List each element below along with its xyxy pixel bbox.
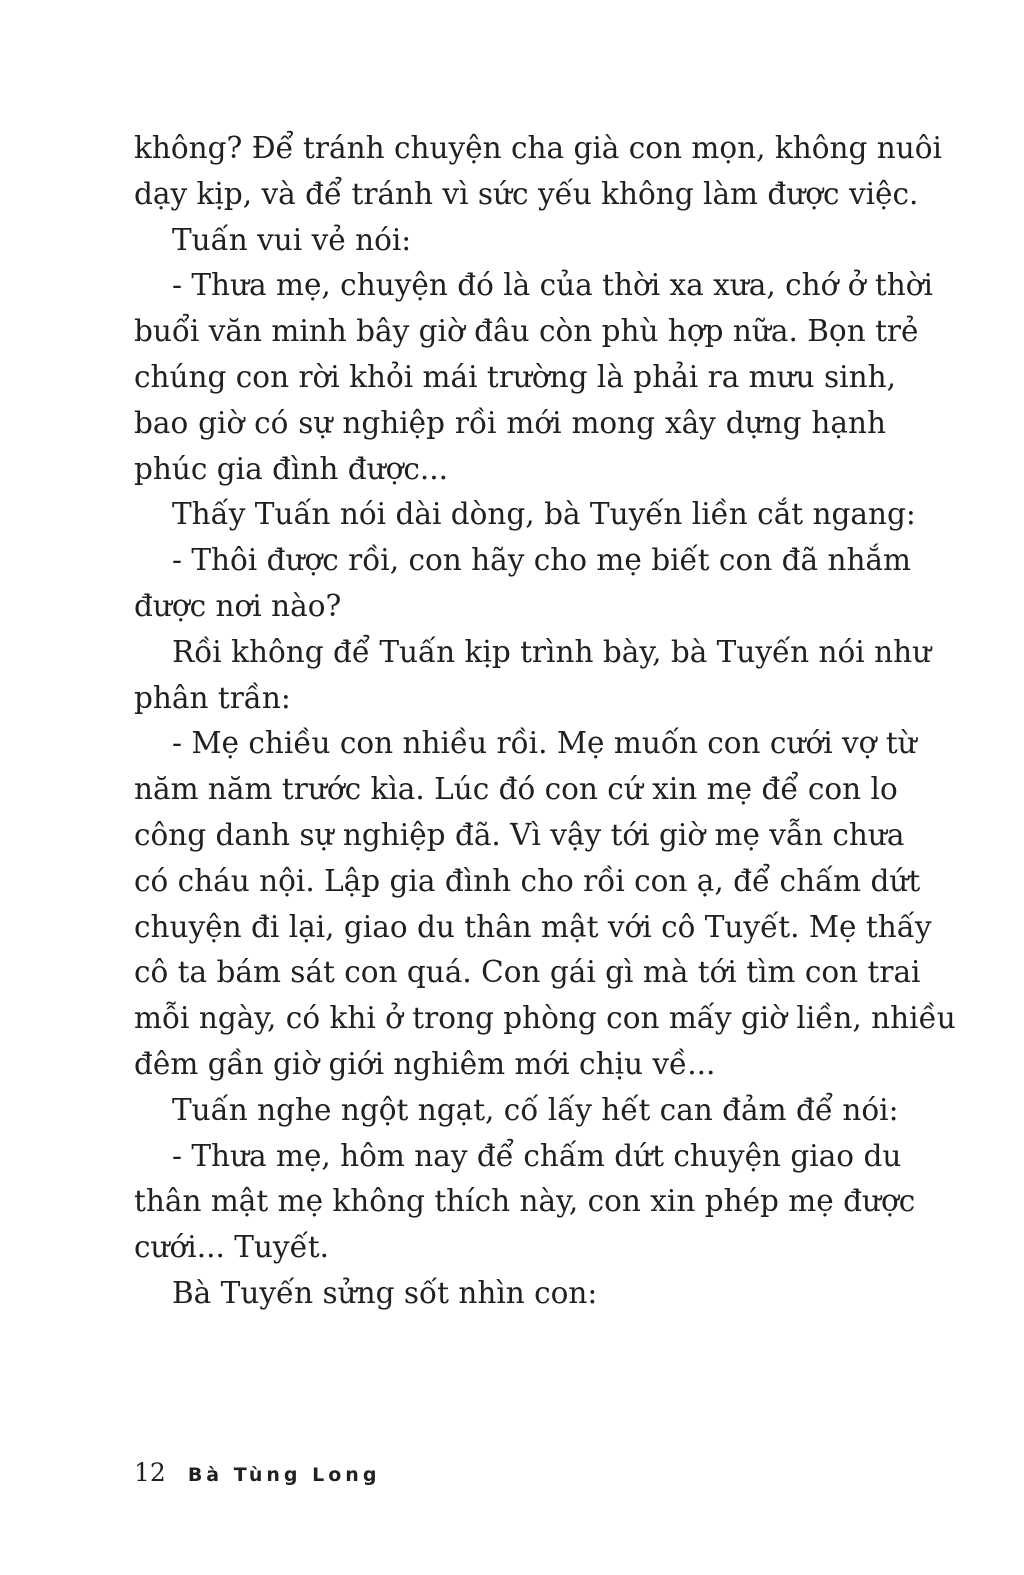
text-line: mỗi ngày, có khi ở trong phòng con mấy giờ liền, nhiều: [134, 1001, 956, 1036]
page-number: 12: [134, 1458, 166, 1487]
text-line: có cháu nội. Lập gia đình cho rồi con ạ, để chấm dứt: [134, 863, 921, 898]
text-line: năm năm trước kìa. Lúc đó con cứ xin mẹ để con lo: [134, 772, 898, 807]
text-line: cưới... Tuyết.: [134, 1230, 329, 1265]
text-line: Tuấn nghe ngột ngạt, cố lấy hết can đảm để nói:: [172, 1092, 899, 1127]
text-line: dạy kịp, và để tránh vì sức yếu không làm được việc.: [134, 176, 919, 211]
text-line: cô ta bám sát con quá. Con gái gì mà tới tìm con trai: [134, 955, 921, 990]
text-line: không? Để tránh chuyện cha già con mọn, không nuôi: [134, 131, 942, 165]
text-line: phúc gia đình được...: [134, 451, 449, 486]
text-line: thân mật mẹ không thích này, con xin phép mẹ được: [134, 1184, 916, 1219]
text-line: được nơi nào?: [134, 588, 342, 623]
text-line: Rồi không để Tuấn kịp trình bày, bà Tuyến nói như: [172, 634, 932, 669]
text-line: - Thưa mẹ, hôm nay để chấm dứt chuyện giao du: [172, 1138, 902, 1173]
text-line: phân trần:: [134, 680, 291, 715]
text-line: chuyện đi lại, giao du thân mật với cô Tuyết. Mẹ thấy: [134, 909, 932, 944]
text-line: Bà Tuyến sửng sốt nhìn con:: [172, 1275, 598, 1310]
text-line: Tuấn vui vẻ nói:: [172, 222, 412, 257]
text-line: bao giờ có sự nghiệp rồi mới mong xây dựng hạnh: [134, 405, 886, 440]
text-line: - Thưa mẹ, chuyện đó là của thời xa xưa, chớ ở thời: [172, 268, 933, 303]
text-line: buổi văn minh bây giờ đâu còn phù hợp nữa. Bọn trẻ: [134, 314, 919, 349]
text-line: chúng con rời khỏi mái trường là phải ra mưu sinh,: [134, 359, 896, 394]
text-line: đêm gần giờ giới nghiêm mới chịu về...: [134, 1046, 716, 1081]
body-text: [134, 126, 956, 1317]
text-line: - Mẹ chiều con nhiều rồi. Mẹ muốn con cưới vợ từ: [172, 726, 917, 761]
page-footer: [134, 1458, 380, 1488]
text-line: Thấy Tuấn nói dài dòng, bà Tuyến liền cắt ngang:: [172, 497, 916, 532]
running-footer-author: Bà Tùng Long: [187, 1464, 381, 1486]
text-line: công danh sự nghiệp đã. Vì vậy tới giờ mẹ vẫn chưa: [134, 817, 905, 852]
text-line: - Thôi được rồi, con hãy cho mẹ biết con đã nhắm: [172, 543, 911, 578]
